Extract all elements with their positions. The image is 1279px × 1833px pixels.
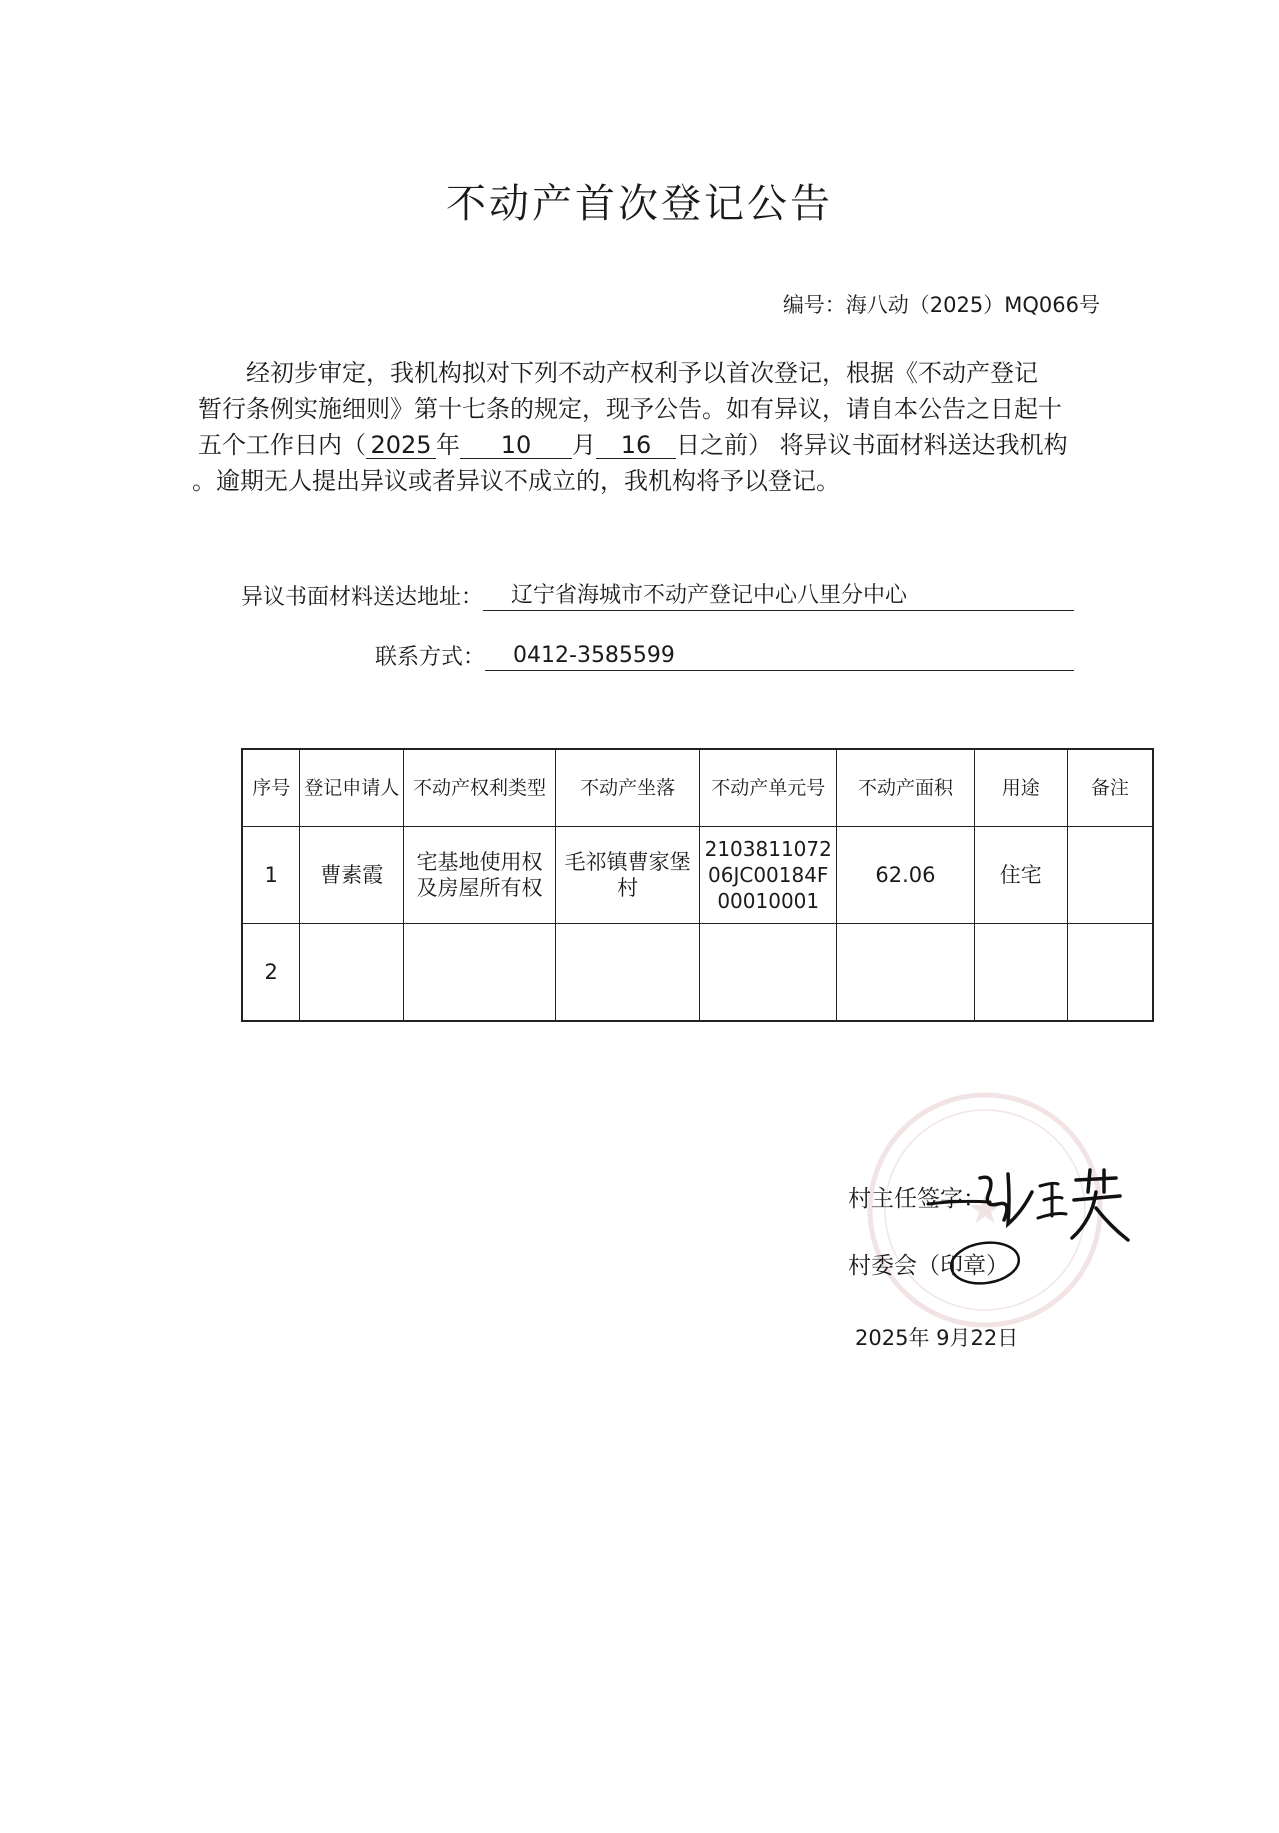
- cell-location: 毛祁镇曹家堡村: [555, 827, 700, 924]
- signature-date: 2025年 9月22日: [855, 1326, 1019, 1350]
- cell-usage: 住宅: [974, 827, 1067, 924]
- handwritten-circle-mark: [945, 1236, 1025, 1292]
- header-area: 不动产面积: [837, 749, 975, 827]
- notice-line-3: [198, 427, 1098, 463]
- deadline-month-unit: 月: [572, 431, 596, 459]
- header-location: 不动产坐落: [555, 749, 700, 827]
- cell-no: 1: [242, 827, 300, 924]
- header-no: 序号: [242, 749, 300, 827]
- svg-text:★: ★: [967, 1187, 1003, 1233]
- notice-paragraph: [192, 355, 1098, 499]
- deadline-day: 16: [596, 432, 676, 459]
- contact-label: 联系方式：: [375, 645, 486, 670]
- cell-applicant: [300, 924, 404, 1022]
- address-label: 异议书面材料送达地址：: [241, 585, 484, 610]
- deadline-prefix: 五个工作日内（: [198, 431, 366, 459]
- header-applicant: 登记申请人: [300, 749, 404, 827]
- table-row: [242, 827, 1153, 924]
- header-unit-no: 不动产单元号: [700, 749, 837, 827]
- cell-location: [555, 924, 700, 1022]
- registration-table: [241, 748, 1154, 1022]
- committee-seal-label: 村委会（印章）: [848, 1253, 1009, 1279]
- cell-area: 62.06: [837, 827, 975, 924]
- table-header-row: [242, 749, 1153, 827]
- cell-remark: [1067, 924, 1153, 1022]
- cell-usage: [974, 924, 1067, 1022]
- cell-right-type: 宅基地使用权及房屋所有权: [404, 827, 556, 924]
- address-row: [241, 580, 1074, 611]
- table-row: [242, 924, 1153, 1022]
- header-usage: 用途: [974, 749, 1067, 827]
- contact-value: 0412-3585599: [485, 642, 1074, 671]
- cell-remark: [1067, 827, 1153, 924]
- header-right-type: 不动产权利类型: [404, 749, 556, 827]
- contact-row: [375, 640, 1074, 671]
- document-number: 编号：海八动（2025）MQ066号: [782, 293, 1100, 317]
- cell-area: [837, 924, 975, 1022]
- cell-applicant: 曹素霞: [300, 827, 404, 924]
- address-value: 辽宁省海城市不动产登记中心八里分中心: [483, 582, 1074, 611]
- deadline-year: 2025: [366, 432, 436, 459]
- cell-unit-no: 210381107206JC00184F00010001: [700, 827, 837, 924]
- cell-right-type: [404, 924, 556, 1022]
- notice-line-1: 经初步审定，我机构拟对下列不动产权利予以首次登记，根据《不动产登记: [246, 359, 1038, 387]
- cell-unit-no: [700, 924, 837, 1022]
- deadline-year-unit: 年: [436, 431, 460, 459]
- notice-line-2: 暂行条例实施细则》第十七条的规定，现予公告。如有异议，请自本公告之日起十: [198, 395, 1062, 423]
- header-remark: 备注: [1067, 749, 1153, 827]
- director-signature-label: 村主任签字：: [848, 1186, 986, 1212]
- deadline-month: 10: [460, 432, 572, 459]
- cell-no: 2: [242, 924, 300, 1022]
- page-title: 不动产首次登记公告: [446, 181, 833, 227]
- notice-line-4: 。逾期无人提出异议或者异议不成立的，我机构将予以登记。: [192, 467, 840, 495]
- deadline-suffix: 日之前） 将异议书面材料送达我机构: [676, 431, 1068, 459]
